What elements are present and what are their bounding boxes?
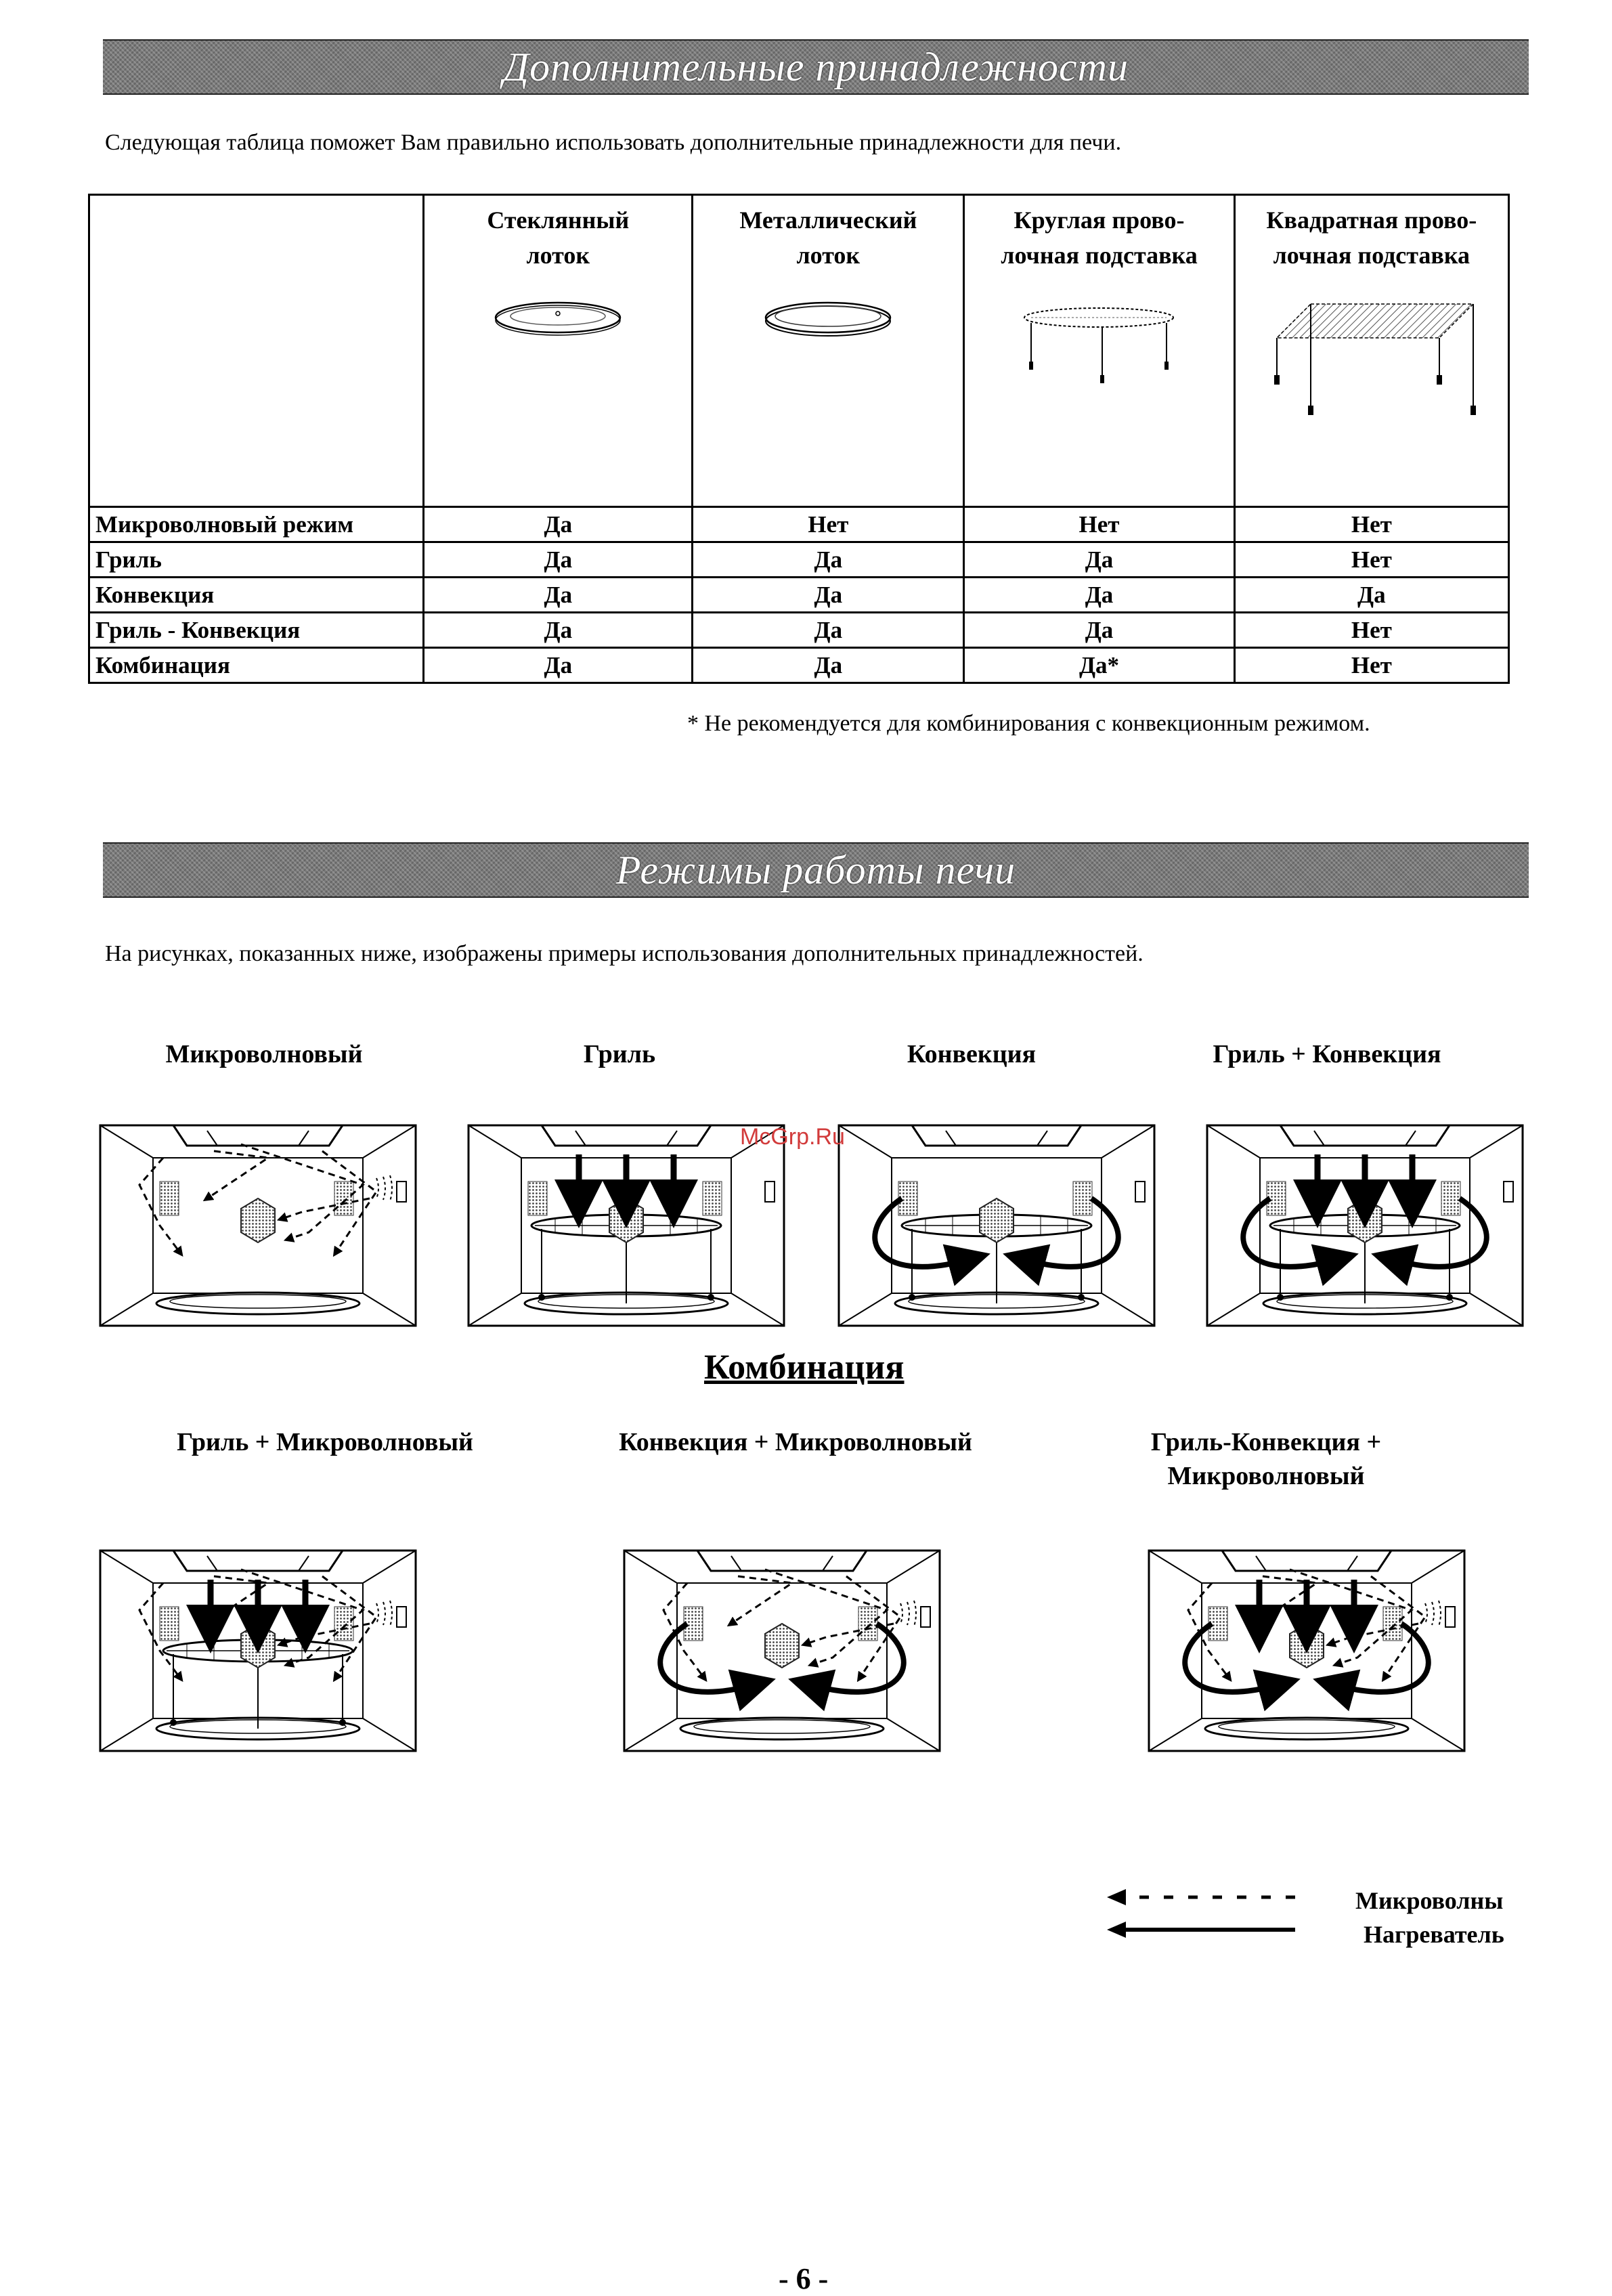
value-cell: Да — [424, 578, 693, 613]
microwave-mode-diagram — [99, 1124, 417, 1327]
section-title: Режимы работы печи — [615, 847, 1016, 892]
mode-cell: Гриль — [89, 542, 424, 578]
header-empty-cell — [89, 195, 424, 507]
value-cell: Да — [424, 542, 693, 578]
value-cell: Нет — [964, 507, 1234, 542]
column-header-label: лочная подставка — [1001, 242, 1198, 269]
section-banner-modes — [103, 842, 1529, 898]
accessories-table — [88, 194, 1510, 684]
section-intro: На рисунках, показанных ниже, изображены примеры использования дополнительных принадлежностей. — [105, 941, 1143, 966]
column-header — [1234, 195, 1508, 507]
table-header-row — [89, 195, 1509, 507]
value-cell: Да — [1234, 578, 1508, 613]
value-cell: Да — [964, 578, 1234, 613]
mode-cell: Комбинация — [89, 648, 424, 683]
column-header-label: лоток — [796, 242, 861, 269]
value-cell: Да — [964, 542, 1234, 578]
section-intro: Следующая таблица поможет Вам правильно использовать дополнительные принадлежности для печи. — [105, 130, 1122, 155]
column-header-label: Стеклянный — [487, 207, 630, 234]
mode-cell: Микроволновый режим — [89, 507, 424, 542]
value-cell: Нет — [1234, 613, 1508, 648]
column-header — [424, 195, 693, 507]
column-header — [693, 195, 964, 507]
column-header-label: лочная подставка — [1273, 242, 1471, 269]
value-cell: Нет — [693, 507, 964, 542]
value-cell: Да — [693, 648, 964, 683]
heater-legend-arrow-icon — [1107, 1922, 1295, 1938]
combination-label: Микроволновый — [1167, 1462, 1365, 1490]
value-cell: Нет — [1234, 648, 1508, 683]
column-header-label: Квадратная прово- — [1266, 207, 1477, 234]
grill-microwave-diagram — [99, 1549, 417, 1752]
table-row — [89, 507, 1509, 542]
combination-label: Гриль-Конвекция + — [1150, 1428, 1382, 1456]
section-banner-accessories — [103, 39, 1529, 95]
combination-label: Конвекция + Микроволновый — [619, 1428, 972, 1456]
section-title: Дополнительные принадлежности — [502, 44, 1129, 89]
grill-mode-diagram — [467, 1124, 785, 1327]
table-footnote: * Не рекомендуется для комбинирования с конвекционным режимом. — [687, 711, 1370, 736]
value-cell: Да — [964, 613, 1234, 648]
table-row — [89, 648, 1509, 683]
watermark: McGrp.Ru — [740, 1124, 845, 1150]
value-cell: Нет — [1234, 542, 1508, 578]
grill-convection-microwave-diagram — [1148, 1549, 1466, 1752]
column-header-label: Металлический — [739, 207, 917, 234]
value-cell: Да — [693, 542, 964, 578]
microwave-legend-arrow-icon — [1107, 1889, 1295, 1905]
value-cell: Да — [424, 613, 693, 648]
mode-label: Конвекция — [907, 1040, 1037, 1068]
legend-arrows — [1107, 1882, 1297, 1943]
glass-tray-icon — [490, 297, 626, 345]
legend-label-heater: Нагреватель — [1364, 1921, 1504, 1948]
convection-mode-diagram — [837, 1124, 1156, 1327]
value-cell: Нет — [1234, 507, 1508, 542]
table-row — [89, 542, 1509, 578]
table-row — [89, 613, 1509, 648]
convection-microwave-diagram — [623, 1549, 941, 1752]
combination-label: Гриль + Микроволновый — [177, 1428, 473, 1456]
metal-tray-icon — [760, 297, 896, 345]
mode-label: Микроволновый — [165, 1040, 363, 1068]
table-row — [89, 578, 1509, 613]
page-number: - 6 - — [779, 2262, 829, 2295]
mode-cell: Гриль - Конвекция — [89, 613, 424, 648]
value-cell: Да — [424, 648, 693, 683]
combination-title: Комбинация — [704, 1348, 905, 1387]
column-header-label: лоток — [526, 242, 590, 269]
value-cell: Да — [424, 507, 693, 542]
column-header — [964, 195, 1234, 507]
mode-label: Гриль + Конвекция — [1213, 1040, 1441, 1068]
mode-label: Гриль — [583, 1040, 656, 1068]
square-rack-icon — [1263, 297, 1480, 426]
column-header-label: Круглая прово- — [1014, 207, 1185, 234]
value-cell: Да — [693, 613, 964, 648]
round-rack-icon — [1018, 297, 1180, 399]
grill-convection-mode-diagram — [1206, 1124, 1524, 1327]
value-cell: Да — [693, 578, 964, 613]
mode-cell: Конвекция — [89, 578, 424, 613]
value-cell: Да* — [964, 648, 1234, 683]
legend-label-microwaves: Микроволны — [1355, 1887, 1504, 1914]
